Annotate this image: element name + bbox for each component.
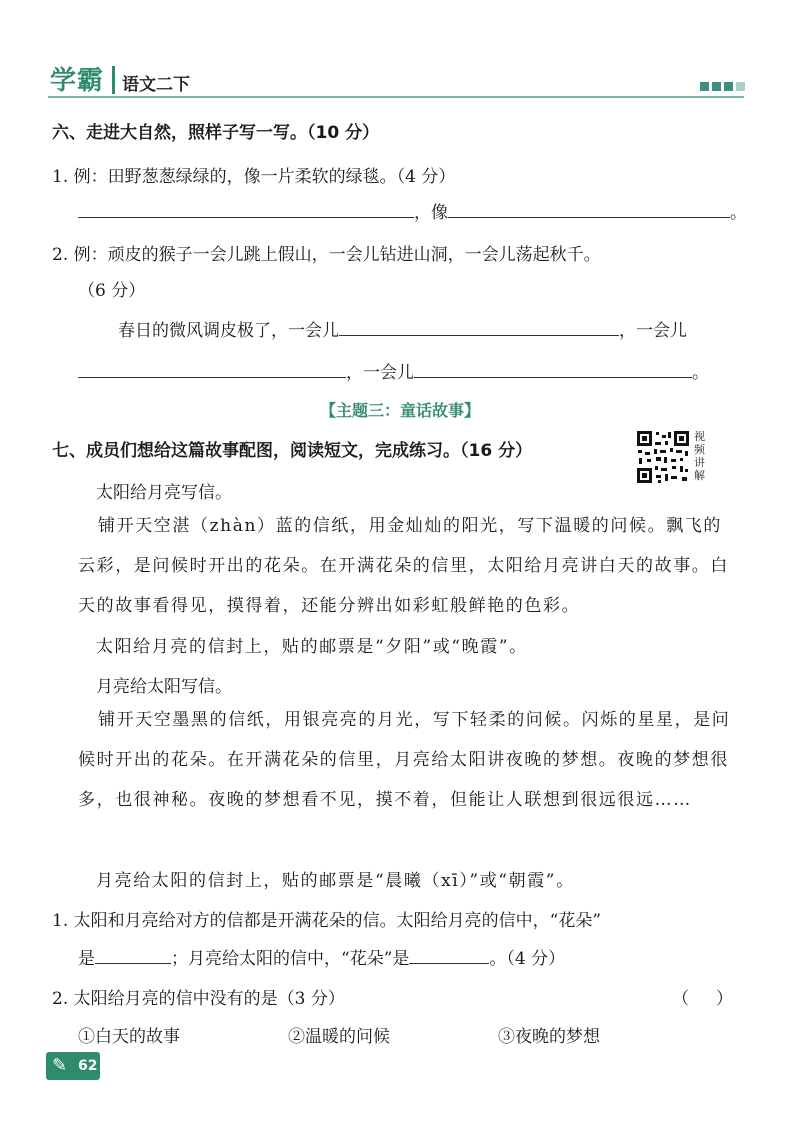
story-paragraph-3: 铺开天空墨黑的信纸，用银亮亮的月光，写下轻柔的问候。闪烁的星星，是问候时开出的花朵。在开满花朵的信里，月亮给太阳讲夜晚的梦想。夜晚的梦想很多，也很神秘。夜晚的梦想看不见，摸不着，但能让人联想到很远很远…… bbox=[78, 710, 731, 810]
s7-q1-part-b: ；月亮给太阳的信中，“花朵”是 bbox=[171, 949, 410, 969]
qr-code[interactable] bbox=[636, 430, 690, 484]
answer-blank[interactable] bbox=[95, 945, 171, 964]
s7-q1-line2 bbox=[78, 944, 565, 969]
qr-video-label: 视频讲解 bbox=[694, 430, 705, 482]
answer-parentheses[interactable]: （ ） bbox=[672, 989, 734, 1009]
story-paragraph-2: 太阳给月亮的信封上，贴的邮票是“夕阳”或“晚霞”。 bbox=[96, 637, 528, 657]
s7-q1-part-a: 是 bbox=[78, 949, 95, 969]
s6-q2-connector2: ，一会儿 bbox=[346, 363, 414, 383]
s6-q2-end: 。 bbox=[692, 363, 709, 383]
section-6-title: 六、走进大自然，照样子写一写。（10 分） bbox=[52, 123, 380, 143]
header-divider bbox=[112, 66, 115, 94]
option-2[interactable]: ②温暖的问候 bbox=[288, 1027, 390, 1047]
header-rule bbox=[48, 96, 744, 98]
story-paragraph-4: 月亮给太阳的信封上，贴的邮票是“晨曦（xī）”或“朝霞”。 bbox=[96, 871, 575, 891]
s6-q2-prompt: 春日的微风调皮极了，一会儿 bbox=[118, 321, 339, 341]
story-heading-sun: 太阳给月亮写信。 bbox=[96, 483, 232, 503]
page-number: 62 bbox=[78, 1058, 98, 1074]
s6-q1-answer-line bbox=[78, 198, 747, 223]
s6-q2-connector1: ，一会儿 bbox=[619, 321, 687, 341]
option-3[interactable]: ③夜晚的梦想 bbox=[498, 1027, 600, 1047]
story-heading-moon: 月亮给太阳写信。 bbox=[96, 677, 232, 697]
answer-blank[interactable] bbox=[78, 359, 346, 378]
pencil-icon: ✎ bbox=[52, 1055, 68, 1076]
theme-heading: 【主题三：童话故事】 bbox=[319, 401, 480, 420]
s7-q1-line1: 1. 太阳和月亮给对方的信都是开满花朵的信。太阳给月亮的信中，“花朵” bbox=[52, 911, 602, 931]
answer-blank[interactable] bbox=[339, 317, 619, 336]
section-7-title: 七、成员们想给这篇故事配图，阅读短文，完成练习。（16 分） bbox=[52, 441, 533, 461]
s6-q2-points: （6 分） bbox=[78, 281, 146, 301]
story-paragraph-1: 铺开天空湛（zhàn）蓝的信纸，用金灿灿的阳光，写下温暖的问候。飘飞的云彩，是问候时开出的花朵。在开满花朵的信里，太阳给月亮讲白天的故事。白天的故事看得见，摸得着，还能分辨出如彩虹般鲜艳的色彩。 bbox=[78, 516, 729, 616]
s6-q1-connector: ，像 bbox=[414, 203, 448, 223]
option-1[interactable]: ①白天的故事 bbox=[78, 1027, 180, 1047]
header-decoration bbox=[700, 82, 745, 91]
s6-q2-example: 2. 例：顽皮的猴子一会儿跳上假山，一会儿钻进山洞，一会儿荡起秋千。 bbox=[52, 245, 601, 265]
answer-blank[interactable] bbox=[448, 199, 730, 218]
s6-q1-example: 1. 例：田野葱葱绿绿的，像一片柔软的绿毯。（4 分） bbox=[52, 167, 456, 187]
s6-q1-end: 。 bbox=[730, 203, 747, 223]
subject-label: 语文二下 bbox=[122, 75, 190, 95]
s7-q2-stem: 2. 太阳给月亮的信中没有的是（3 分） bbox=[52, 989, 345, 1009]
brand-logo: 学霸 bbox=[50, 66, 105, 96]
s7-q1-part-c: 。（4 分） bbox=[489, 949, 566, 969]
s6-q2-answer-line2 bbox=[78, 358, 709, 383]
answer-blank[interactable] bbox=[78, 199, 414, 218]
answer-blank[interactable] bbox=[409, 945, 489, 964]
answer-blank[interactable] bbox=[414, 359, 692, 378]
s6-q2-answer-line1 bbox=[118, 316, 687, 341]
